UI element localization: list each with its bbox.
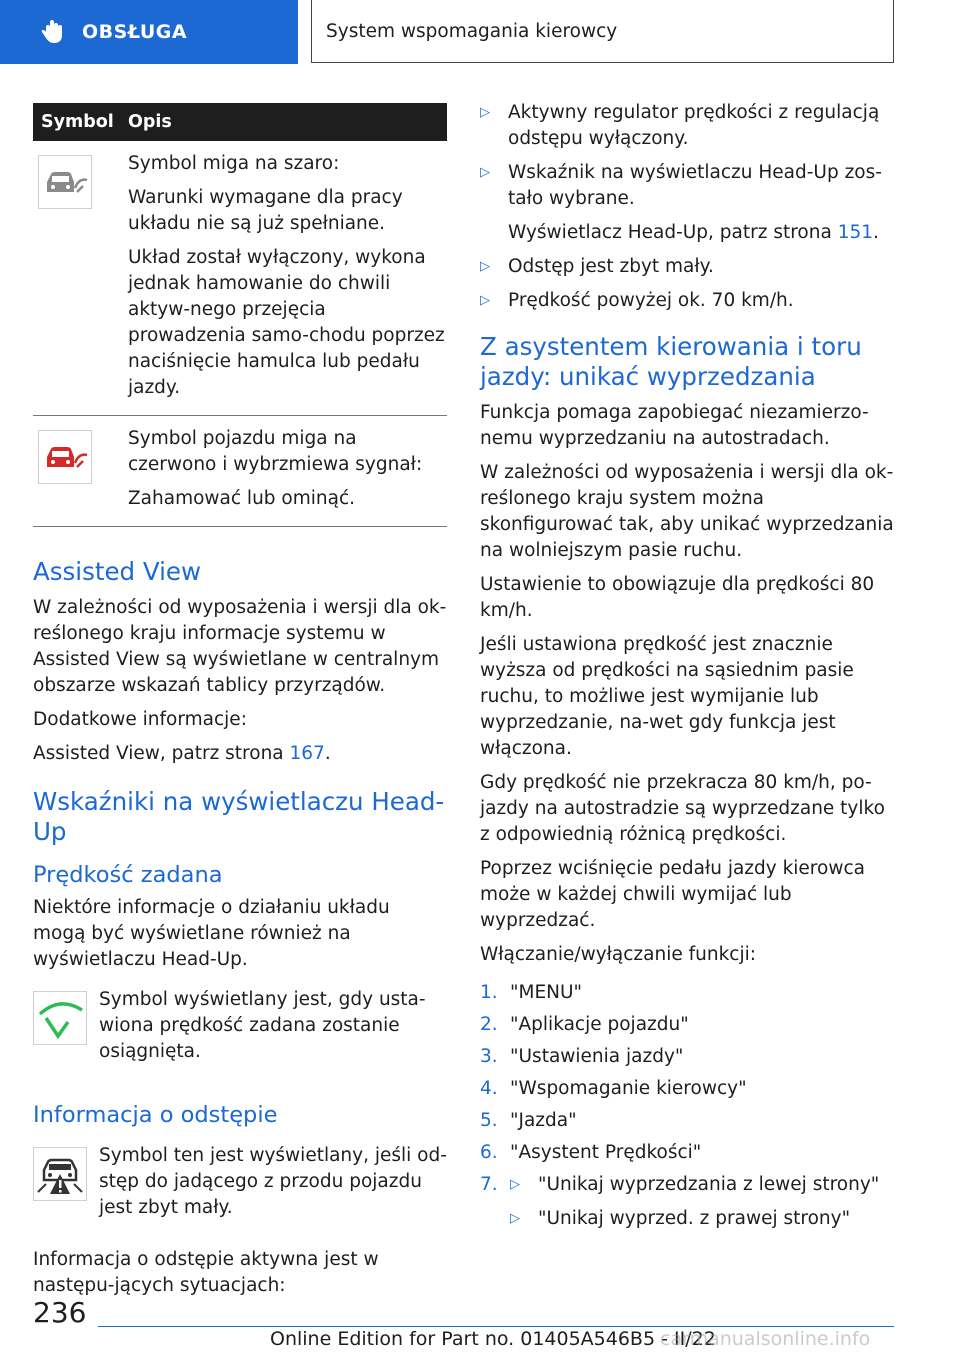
overtake-text: Ustawienie to obowiązuje dla prędkości 80 km/h.: [480, 574, 875, 621]
triangle-bullet-icon: ▷: [510, 1177, 520, 1192]
distance-symbol-text: Symbol ten jest wyświetlany, jeśli od-stęp do jadącego z przodu pojazdu jest zbyt mały.: [99, 1145, 447, 1218]
row2-text: Zahamować lub ominąć.: [128, 488, 356, 509]
triangle-bullet-icon: ▷: [510, 1211, 520, 1226]
watermark: carmanualsonline.info: [660, 1328, 871, 1350]
triangle-bullet-icon: ▷: [480, 259, 490, 274]
triangle-bullet-icon: ▷: [480, 293, 490, 308]
step-item: 6. "Asystent Prędkości": [480, 1142, 702, 1163]
speed-heading: Prędkość zadana: [33, 862, 223, 888]
distance-text: Informacja o odstępie aktywna jest w następu-jących sytuacjach:: [33, 1249, 379, 1296]
list-item: ▷ "Unikaj wyprzedzania z lewej strony": [510, 1172, 879, 1198]
step-item: 1. "MENU": [480, 982, 583, 1003]
assisted-view-text: W zależności od wyposażenia i wersji dla ok-reślonego kraju informacje systemu w Assisted View są wyświetlane w centralnym obszarze wskazań tablicy przyrządów.: [33, 597, 447, 696]
right-column: [480, 100, 894, 1246]
page-link[interactable]: 151: [837, 222, 873, 243]
col-desc-header: Opis: [128, 103, 447, 141]
assisted-view-ref: Assisted View, patrz strona 167.: [33, 743, 331, 764]
overtake-text: Funkcja pomaga zapobiegać niezamierzo-nemu wyprzedzaniu na autostradach.: [480, 402, 869, 449]
step-item: 5. "Jazda": [480, 1110, 577, 1131]
overtake-text: Gdy prędkość nie przekracza 80 km/h, po-jazdy na autostradzie są wyprzedzane tylko z odpowiednią różnicą prędkości.: [480, 772, 885, 845]
speed-text: Niektóre informacje o działaniu układu mogą być wyświetlane również na wyświetlaczu Head-Up.: [33, 897, 390, 970]
hud-ref: Wyświetlacz Head-Up, patrz strona 151.: [508, 222, 879, 243]
step-item: 4. "Wspomaganie kierowcy": [480, 1078, 747, 1099]
overtake-text: Poprzez wciśnięcie pedału jazdy kierowca może w każdej chwili wymijać lub wyprzedzać.: [480, 858, 865, 931]
symbol-table: [33, 103, 447, 527]
triangle-bullet-icon: ▷: [480, 105, 490, 120]
list-item: ▷ Prędkość powyżej ok. 70 km/h.: [480, 288, 894, 314]
footer-divider: [98, 1326, 894, 1327]
table-row: [33, 141, 447, 416]
section-tab-label: OBSŁUGA: [82, 21, 188, 43]
assisted-view-text: Dodatkowe informacje:: [33, 709, 247, 730]
col-symbol-header: Symbol: [33, 103, 128, 141]
section-tab: [0, 0, 298, 64]
speed-symbol-text: Symbol wyświetlany jest, gdy usta-wiona prędkość zadana zostanie osiągnięta.: [99, 989, 426, 1062]
speed-symbol-row: [33, 987, 447, 1073]
triangle-bullet-icon: ▷: [480, 165, 490, 180]
list-item: ▷ "Unikaj wyprzed. z prawej strony": [510, 1206, 879, 1232]
overtake-text: W zależności od wyposażenia i wersji dla ok-reślonego kraju system można skonfigurować tak, aby unikać wyprzedzania na wolniejszym pasie ruchu.: [480, 462, 894, 561]
gray-car-pedestrian-icon: [38, 155, 92, 209]
table-row: [33, 416, 447, 527]
list-item: ▷ Wskaźnik na wyświetlaczu Head-Up zos-tało wybrane.: [480, 160, 894, 212]
distance-warning-icon: [33, 1147, 87, 1201]
page-number: 236: [33, 1296, 87, 1329]
hand-pointer-icon: [40, 19, 66, 45]
list-item: ▷ Aktywny regulator prędkości z regulacją odstępu wyłączony.: [480, 100, 894, 152]
red-car-pedestrian-icon: [38, 430, 92, 484]
page-link[interactable]: 167: [289, 743, 325, 764]
distance-symbol-row: [33, 1143, 447, 1229]
step-item: 3. "Ustawienia jazdy": [480, 1046, 684, 1067]
assisted-view-heading: Assisted View: [33, 557, 202, 586]
chapter-title: System wspomagania kierowcy: [311, 0, 894, 63]
step-item: 2. "Aplikacje pojazdu": [480, 1014, 689, 1035]
edition-text: Online Edition for Part no. 01405A546B5 - II/22: [270, 1328, 716, 1350]
row1-text: Warunki wymagane dla pracy układu nie są już spełniane.: [128, 187, 403, 234]
row1-text: Układ został wyłączony, wykona jednak hamowanie do chwili aktyw-nego przejęcia prowadzenia samo-chodu poprzez naciśnięcie hamulca lub pedału jazdy.: [128, 247, 445, 398]
overtake-text: Jeśli ustawiona prędkość jest znacznie wyższa od prędkości na sąsiednim pasie ruchu, to możliwe jest wymijanie lub wyprzedzanie, na-wet gdy funkcja jest włączona.: [480, 634, 854, 759]
set-speed-arc-icon: [33, 991, 87, 1045]
overtake-text: Włączanie/wyłączanie funkcji:: [480, 944, 756, 965]
distance-heading: Informacja o odstępie: [33, 1102, 278, 1128]
hud-heading: Wskaźniki na wyświetlaczu Head-Up: [33, 787, 445, 846]
row2-text: Symbol pojazdu miga na czerwono i wybrzmiewa sygnał:: [128, 428, 423, 475]
step-item: 7. ▷ "Unikaj wyprzedzania z lewej strony" ▷ "Unikaj wyprzed. z prawej strony": [480, 1172, 894, 1240]
row1-text: Symbol miga na szaro:: [128, 153, 340, 174]
overtake-heading: Z asystentem kierowania i toru jazdy: unikać wyprzedzania: [480, 332, 862, 391]
list-item: ▷ Odstęp jest zbyt mały.: [480, 254, 894, 280]
left-column: [33, 103, 447, 1307]
